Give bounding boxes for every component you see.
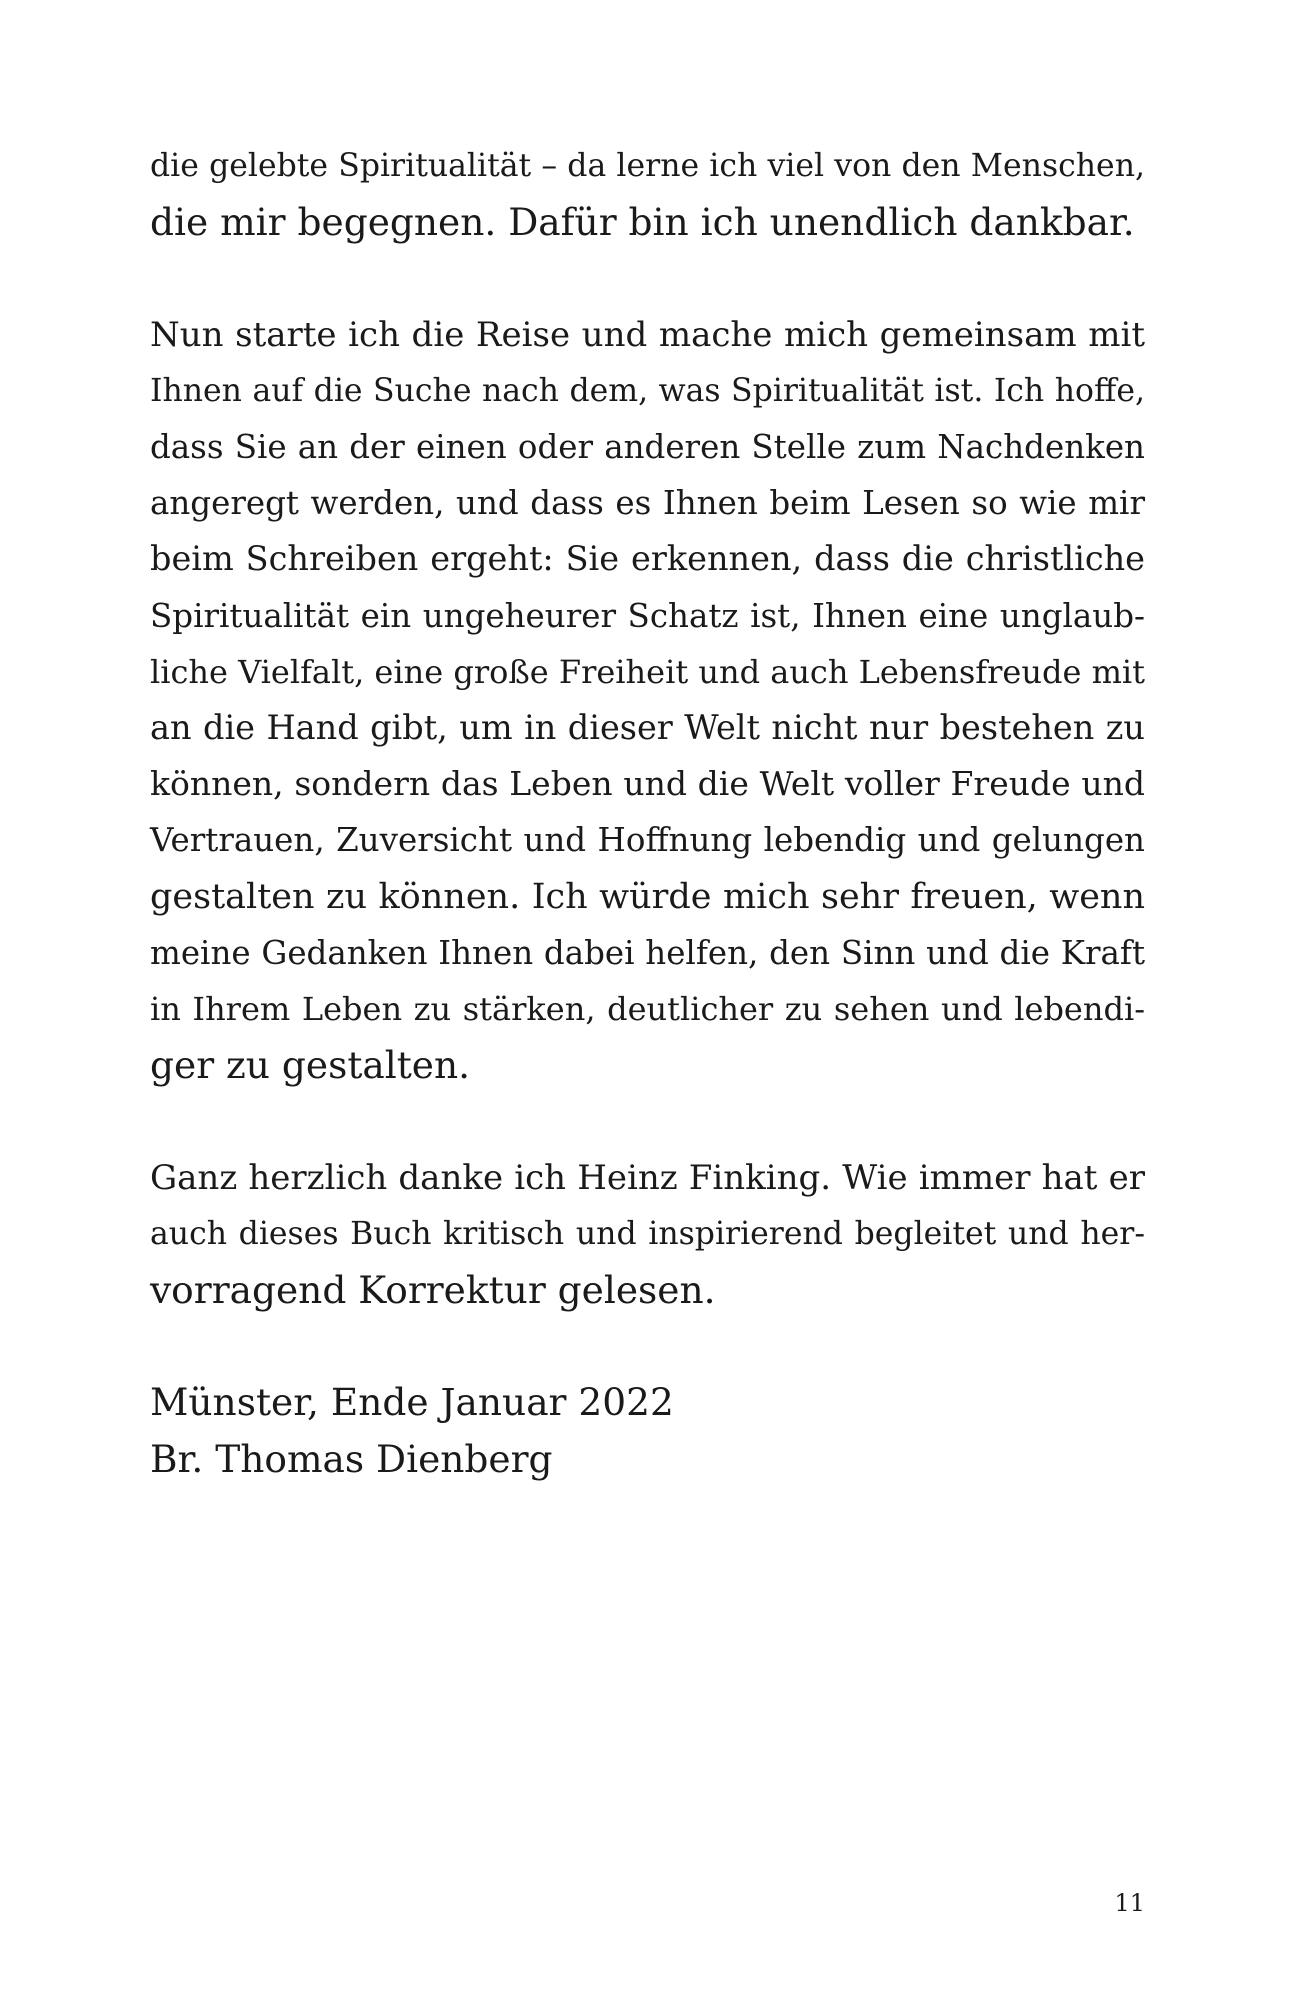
text-line: Ihnen auf die Suche nach dem, was Spiritualität ist. Ich hoffe,: [150, 372, 1145, 409]
text-line: liche Vielfalt, eine große Freiheit und auch Lebensfreude mit: [150, 652, 1145, 691]
place-date: Münster, Ende Januar 2022: [150, 1380, 674, 1425]
text-line: gestalten zu können. Ich würde mich sehr freuen, wenn: [150, 876, 1145, 917]
text-line: vorragend Korrektur gelesen.: [150, 1268, 716, 1313]
text-line: die mir begegnen. Dafür bin ich unendlich dankbar.: [150, 200, 1135, 245]
text-line: in Ihrem Leben zu stärken, deutlicher zu sehen und lebendi-: [150, 990, 1145, 1029]
page-number: 11: [1114, 1889, 1145, 1917]
text-line: an die Hand gibt, um in dieser Welt nicht nur bestehen zu: [150, 708, 1145, 748]
text-line: Spiritualität ein ungeheurer Schatz ist, Ihnen eine unglaub-: [150, 596, 1145, 635]
paragraph-2: [150, 307, 1145, 1094]
text-line: können, sondern das Leben und die Welt voller Freude und: [150, 764, 1145, 804]
paragraph-3: [150, 1150, 1145, 1319]
text-line: auch dieses Buch kritisch und inspirierend begleitet und her-: [150, 1215, 1145, 1252]
text-line: ger zu gestalten.: [150, 1043, 471, 1088]
text-line: beim Schreiben ergeht: Sie erkennen, dass die christliche: [150, 539, 1145, 579]
text-line: Ganz herzlich danke ich Heinz Finking. Wie immer hat er: [150, 1157, 1145, 1198]
text-line: die gelebte Spiritualität – da lerne ich viel von den Menschen,: [150, 148, 1145, 184]
paragraph-gap: [150, 1318, 1145, 1374]
text-line: meine Gedanken Ihnen dabei helfen, den Sinn und die Kraft: [150, 933, 1145, 972]
text-line: Nun starte ich die Reise und mache mich gemeinsam mit: [150, 314, 1145, 355]
paragraph-1: [150, 138, 1145, 250]
signature-block: [150, 1374, 1145, 1486]
text-line: angeregt werden, und dass es Ihnen beim Lesen so wie mir: [150, 484, 1145, 523]
author-name: Br. Thomas Dienberg: [150, 1436, 553, 1481]
text-line: dass Sie an der einen oder anderen Stelle zum Nachdenken: [150, 428, 1145, 466]
text-line: Vertrauen, Zuversicht und Hoffnung lebendig und gelungen: [150, 821, 1145, 860]
page-body: [150, 138, 1145, 1487]
paragraph-gap: [150, 1093, 1145, 1149]
paragraph-gap: [150, 250, 1145, 306]
